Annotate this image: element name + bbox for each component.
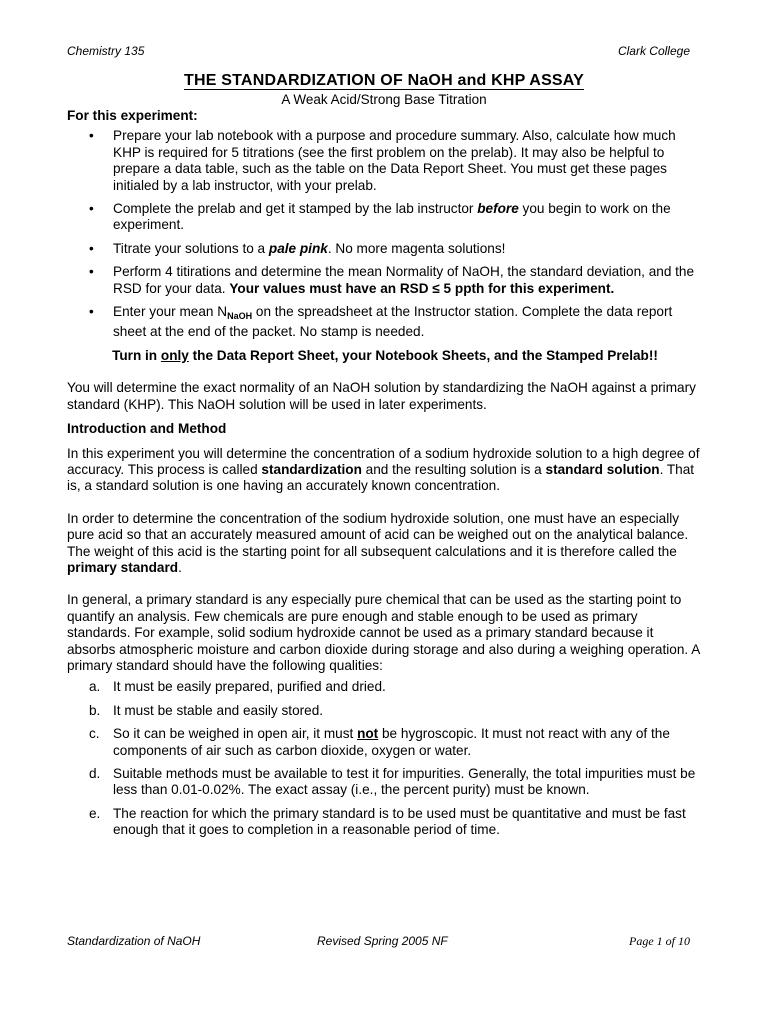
bullet-item [67, 304, 703, 341]
list-item-text: So it can be weighed in open air, it must [113, 726, 358, 742]
paragraph-text: . [178, 559, 182, 575]
bullet-marker: • [89, 128, 94, 144]
intro-paragraph: You will determine the exact normality of an NaOH solution by standardizing the NaOH against a primary standard (KHP). This NaOH solution will be used in later experiments. [67, 380, 696, 412]
method-paragraph-3: In general, a primary standard is any especially pure chemical that can be used as the starting point to quantify an analysis. Few chemicals are pure enough and stable enough to be used as primary standards. For example, solid sodium hydroxide cannot be used as a primary standard because it absorbs atmospheric moisture and carbon dioxide during storage and also during a weighing operation. A primary standard should have the following qualities: [67, 592, 700, 673]
turn-in-only: only [160, 347, 189, 363]
list-item [67, 679, 703, 695]
list-item-text: It must be stable and easily stored. [113, 702, 324, 718]
list-marker: b. [89, 702, 101, 718]
bullet-item [67, 201, 703, 234]
method-paragraph-2 [67, 511, 703, 577]
term-standardization: standardization [261, 461, 362, 477]
bullet-text: Titrate your solutions to a [113, 240, 269, 256]
list-item-text: Suitable methods must be available to test it for impurities. Generally, the total impurities must be less than 0.01-0.02%. The exact assay (i.e., the percent purity) must be known. [113, 766, 696, 798]
experiment-bullet-list [67, 128, 703, 340]
bullet-marker: • [89, 264, 94, 280]
document-body [67, 108, 703, 846]
bullet-text: Perform 4 titirations and determine the mean Normality of NaOH, the standard deviation, and the RSD for your data. [113, 264, 695, 296]
bullet-marker: • [89, 304, 94, 320]
list-marker: e. [89, 805, 101, 821]
paragraph-text: and the resulting solution is a [361, 461, 546, 477]
list-item-text: The reaction for which the primary standard is to be used must be quantitative and must be fast enough that it goes to completion in a reasonable period of time. [113, 805, 686, 838]
bullet-item [67, 128, 703, 194]
bullet-item [67, 241, 703, 257]
bullet-text: Complete the prelab and get it stamped by the lab instructor [113, 201, 478, 217]
document-title [0, 72, 768, 90]
paragraph-text: In this experiment you will determine the concentration of a sodium hydroxide solution to a high degree of accuracy. This process is called [67, 445, 700, 477]
list-item-text: be hygroscopic. It must not react with any of the components of air such as carbon dioxide, oxygen or water. [113, 726, 670, 758]
footer-document-name: Standardization of NaOH [67, 934, 201, 948]
term-standard-solution: standard solution [545, 461, 660, 477]
bullet-item [67, 264, 703, 297]
turn-in-text: the Data Report Sheet, your Notebook Sheets, and the Stamped Prelab!! [188, 347, 658, 363]
footer-page-number: Page 1 of 10 [629, 934, 690, 948]
paragraph-text: In order to determine the concentration of the sodium hydroxide solution, one must have an especially pure acid so that an accurately measured amount of acid can be weighed out on the analytical balance. The weight of this acid is the starting point for all subsequent calculations and it is therefore called the [67, 510, 689, 559]
turn-in-text: Turn in [112, 347, 161, 363]
document-title-text: THE STANDARDIZATION OF NaOH and KHP ASSAY [184, 72, 584, 89]
list-item [67, 806, 703, 839]
bullet-marker: • [89, 240, 94, 256]
bullet-text: Enter your mean N [113, 304, 228, 320]
list-item [67, 766, 703, 799]
turn-in-notice [67, 348, 703, 364]
list-item-text: It must be easily prepared, purified and dried. [113, 679, 386, 695]
rsd-requirement: Your values must have an RSD ≤ 5 ppth for this experiment. [229, 280, 615, 296]
emphasis-not: not [357, 726, 379, 742]
list-item [67, 726, 703, 759]
list-marker: d. [89, 766, 101, 781]
bullet-text: on the spreadsheet at the Instructor station. Complete the data report sheet at the end of the packet. No stamp is needed. [113, 304, 673, 340]
emphasis-before: before [477, 201, 519, 217]
term-primary-standard: primary standard [67, 559, 179, 575]
qualities-list [67, 679, 703, 838]
method-paragraph-1 [67, 446, 703, 495]
footer-revision: Revised Spring 2005 NF [317, 934, 448, 948]
paragraph-text: . That is, a standard solution is one having an accurately known concentration. [67, 461, 695, 494]
list-item [67, 703, 703, 719]
list-marker: a. [89, 679, 101, 695]
list-marker: c. [89, 726, 100, 742]
bullet-marker: • [89, 201, 94, 217]
header-course: Chemistry 135 [67, 44, 145, 58]
bullet-text: you begin to work on the experiment. [113, 201, 671, 233]
experiment-heading: For this experiment: [67, 108, 198, 123]
bullet-text: Prepare your lab notebook with a purpose and procedure summary. Also, calculate how much KHP is required for 5 titrations (see the first problem on the prelab). It may also be helpful to prepare a data table, such as the table on the Data Report Sheet. You must get these pages initialed by a lab instructor, with your prelab. [113, 128, 676, 193]
method-heading: Introduction and Method [67, 421, 227, 437]
header-college: Clark College [617, 44, 690, 58]
emphasis-pale-pink: pale pink [268, 240, 328, 256]
naoh-subscript: NaOH [227, 311, 253, 322]
document-subtitle: A Weak Acid/Strong Base Titration [281, 92, 487, 107]
bullet-text: . No more magenta solutions! [327, 240, 506, 256]
